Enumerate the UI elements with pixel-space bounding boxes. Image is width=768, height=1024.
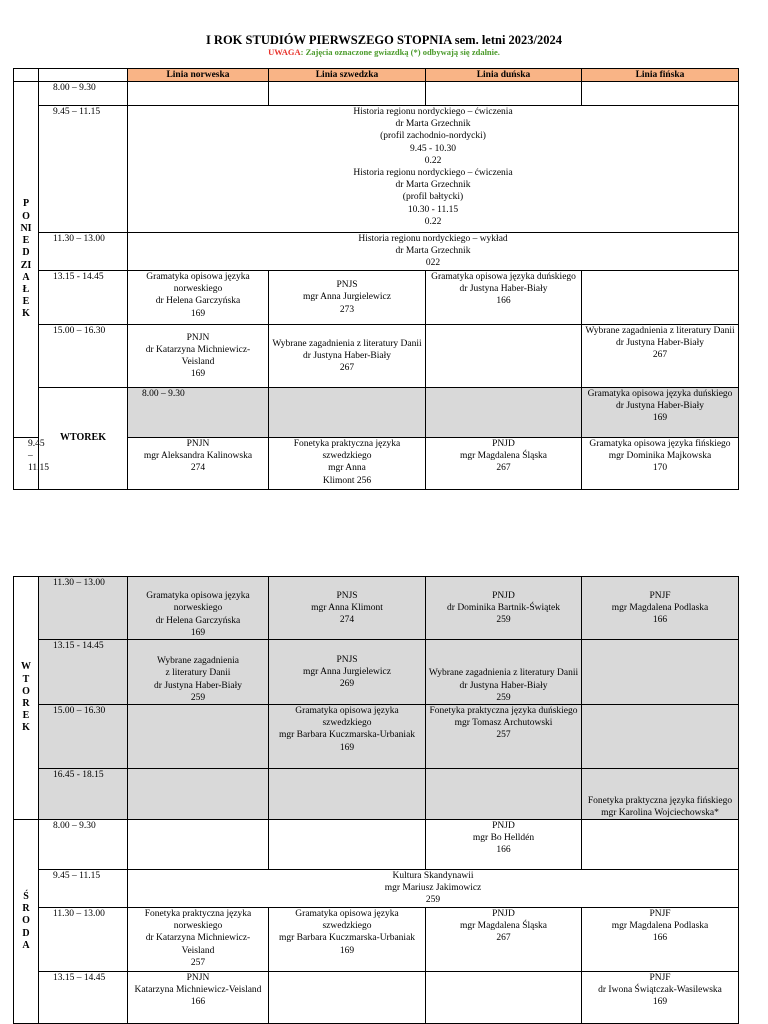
cell-text-line: 166 xyxy=(496,845,511,856)
column-header-finska: Linia fińska xyxy=(582,69,739,82)
cell-text-line: 259 xyxy=(496,615,511,626)
cell-text-line: (profil zachodnio-nordycki) xyxy=(380,131,486,142)
cell-text-line: mgr Aleksandra Kalinowska xyxy=(143,451,253,462)
cell-text-line: Wybrane zagadnienia z literatury Danii xyxy=(272,338,422,349)
schedule-cell xyxy=(269,908,426,972)
schedule-cell xyxy=(269,325,426,388)
schedule-cell xyxy=(128,325,269,388)
schedule-cell xyxy=(269,972,426,1024)
schedule-cell xyxy=(128,972,269,1024)
cell-text-line: PNJF xyxy=(649,909,671,919)
day-text: PONIEDZIAŁEK xyxy=(20,198,32,320)
cell-text-line: mgr Anna Jurgielewicz xyxy=(303,292,391,303)
notice-label: UWAGA xyxy=(268,47,301,57)
page-title: I ROK STUDIÓW PIERWSZEGO STOPNIA sem. letni 2023/2024 xyxy=(205,33,563,47)
cell-text-line: mgr Bo Helldén xyxy=(472,833,535,844)
cell-text-line: dr Justyna Haber-Biały xyxy=(154,680,242,691)
schedule-cell xyxy=(128,438,269,490)
cell-text-line: dr Marta Grzechnik xyxy=(395,246,471,257)
day-label-wednesday xyxy=(14,820,39,1024)
cell-text-line: PNJN xyxy=(186,973,210,983)
cell-text-line: dr Helena Garczyńska xyxy=(155,296,241,307)
cell-text-line: Fonetyka praktyczna języka fińskiego xyxy=(587,795,733,806)
column-header-dunska: Linia duńska xyxy=(426,69,582,82)
time-slot: 15.00 – 16.30 xyxy=(39,325,128,388)
schedule-cell xyxy=(128,769,269,820)
schedule-cell xyxy=(128,271,269,325)
schedule-cell xyxy=(582,705,739,769)
cell-text-line: 0.22 xyxy=(424,155,442,166)
cell-text-line: 169 xyxy=(339,742,355,753)
cell-text-line: 274 xyxy=(190,463,206,474)
cell-text-line: mgr Tomasz Archutowski xyxy=(454,718,553,729)
column-header-szwedzka: Linia szwedzka xyxy=(269,69,426,82)
schedule-cell xyxy=(582,820,739,870)
cell-text-line: 170 xyxy=(652,463,668,474)
schedule-cell xyxy=(582,640,739,705)
day-text: WTOREK xyxy=(60,432,106,444)
cell-text-line: Wybrane zagadnienia z literatury Danii xyxy=(585,326,735,336)
time-slot: 15.00 – 16.30 xyxy=(39,705,128,769)
cell-text-line: mgr Anna Jurgielewicz xyxy=(303,666,391,677)
schedule-cell xyxy=(426,972,582,1024)
cell-text-line: PNJN xyxy=(186,332,210,343)
cell-text-line: Historia regionu nordyckiego – wykład xyxy=(358,234,508,244)
day-label-tuesday xyxy=(39,388,128,490)
time-slot: 8.00 – 9.30 xyxy=(128,388,269,438)
schedule-cell xyxy=(269,82,426,106)
schedule-cell xyxy=(582,972,739,1024)
column-header-norweska: Linia norweska xyxy=(128,69,269,82)
cell-text-line: 269 xyxy=(339,679,355,690)
time-slot: 8.00 – 9.30 xyxy=(39,82,128,106)
time-slot: 11.30 – 13.00 xyxy=(39,908,128,972)
cell-text-line: mgr Dominika Majkowska xyxy=(608,451,712,462)
cell-text-line: 169 xyxy=(339,945,355,956)
cell-text-line: Gramatyka opisowa języka fińskiego xyxy=(589,439,731,449)
cell-text-line: Fonetyka praktyczna języka norweskiego xyxy=(144,909,252,932)
cell-text-line: 267 xyxy=(652,350,668,361)
schedule-cell-culture xyxy=(128,870,739,908)
cell-text-line: 166 xyxy=(652,933,668,944)
time-slot: 9.45 – 11.15 xyxy=(39,870,128,908)
cell-text-line: 259 xyxy=(496,692,511,703)
cell-text-line: Katarzyna Michniewicz-Veisland xyxy=(134,985,262,996)
cell-text-line: 169 xyxy=(190,627,206,638)
day-label-monday xyxy=(14,82,39,438)
cell-text-line: mgr Karolina Wojciechowska* xyxy=(601,807,719,818)
cell-text-line: 022 xyxy=(425,258,441,269)
schedule-cell xyxy=(269,640,426,705)
cell-text-line: dr Katarzyna Michniewicz-Veisland xyxy=(145,344,251,367)
cell-text-line: mgr Mariusz Jakimowicz xyxy=(384,883,482,894)
cell-text-line: PNJF xyxy=(649,973,671,983)
schedule-cell xyxy=(128,705,269,769)
schedule-cell xyxy=(426,82,582,106)
cell-text-line: 0.22 xyxy=(424,216,442,227)
schedule-cell xyxy=(426,577,582,640)
schedule-table-part2 xyxy=(13,576,739,1024)
cell-text-line: dr Justyna Haber-Biały xyxy=(303,350,391,361)
schedule-cell xyxy=(582,325,739,388)
cell-text-line: mgr Barbara Kuczmarska-Urbaniak xyxy=(278,933,416,944)
cell-text-line: PNJS xyxy=(336,590,358,601)
cell-text-line: PNJD xyxy=(492,590,515,601)
schedule-cell xyxy=(426,820,582,870)
cell-text-line: dr Justyna Haber-Biały xyxy=(459,680,548,691)
schedule-cell xyxy=(582,82,739,106)
cell-text-line: Gramatyka opisowa języka szwedzkiego xyxy=(295,706,399,729)
cell-text-line: dr Dominika Bartnik-Świątek xyxy=(447,602,560,613)
schedule-cell xyxy=(128,640,269,705)
schedule-cell-history-lecture xyxy=(128,233,739,271)
cell-text-line: 166 xyxy=(190,997,206,1008)
cell-text-line: 10.30 - 11.15 xyxy=(407,204,459,215)
day-label-tuesday xyxy=(14,577,39,820)
cell-text-line: (profil bałtycki) xyxy=(402,192,464,203)
cell-text-line: PNJF xyxy=(649,590,671,601)
header-blank-day xyxy=(14,69,39,82)
cell-text-line: 169 xyxy=(190,308,206,319)
cell-text-line: mgr Magdalena Podlaska xyxy=(611,602,709,613)
time-slot: 13.15 - 14.45 xyxy=(39,640,128,705)
time-slot: 16.45 - 18.15 xyxy=(39,769,128,820)
schedule-cell xyxy=(582,271,739,325)
cell-text-line: 267 xyxy=(496,933,511,944)
cell-text-line: mgr Anna Klimont xyxy=(311,602,383,613)
schedule-cell xyxy=(426,438,582,490)
cell-text-line: Gramatyka opisowa języka duńskiego xyxy=(587,389,733,399)
cell-text-line: dr Marta Grzechnik xyxy=(395,180,471,191)
cell-text-line: 169 xyxy=(652,413,668,424)
cell-text-line: mgr Magdalena Śląska xyxy=(459,451,548,462)
day-text: WTOREK xyxy=(21,661,31,734)
schedule-cell xyxy=(269,769,426,820)
header-blank-time xyxy=(39,69,128,82)
notice-text: : Zajęcia oznaczone gwiazdką (*) odbywają się zdalnie. xyxy=(300,47,500,57)
cell-text-line: PNJD xyxy=(492,821,515,831)
cell-text-line: 169 xyxy=(190,369,206,380)
cell-text-line: 259 xyxy=(425,895,441,906)
schedule-cell xyxy=(426,325,582,388)
schedule-cell xyxy=(582,577,739,640)
schedule-cell xyxy=(426,908,582,972)
cell-text-line: PNJS xyxy=(336,654,358,665)
cell-text-line: dr Iwona Świątczak-Wasilewska xyxy=(598,985,722,996)
schedule-cell xyxy=(128,908,269,972)
cell-text-line: Klimont 256 xyxy=(322,475,372,486)
time-slot: 8.00 – 9.30 xyxy=(39,820,128,870)
cell-text-line: Fonetyka praktyczna języka duńskiego xyxy=(429,706,578,716)
cell-text-line: dr Justyna Haber-Biały xyxy=(616,338,704,349)
cell-text-line: mgr Anna xyxy=(328,463,366,474)
cell-text-line: PNJN xyxy=(186,439,210,449)
cell-text-line: Historia regionu nordyckiego – ćwiczenia xyxy=(353,168,513,179)
schedule-cell xyxy=(582,438,739,490)
cell-text-line: 257 xyxy=(190,957,206,968)
cell-text-line: 257 xyxy=(496,730,511,741)
cell-text-line: Wybrane zagadnienia xyxy=(157,656,239,667)
cell-text-line: PNJD xyxy=(492,439,515,449)
schedule-cell xyxy=(426,388,582,438)
schedule-cell xyxy=(128,82,269,106)
cell-text-line: 267 xyxy=(339,363,355,374)
time-slot: 11.30 – 13.00 xyxy=(39,577,128,640)
schedule-cell xyxy=(269,438,426,490)
cell-text-line: mgr Magdalena Śląska xyxy=(459,921,548,932)
cell-text-line: Gramatyka opisowa języka duńskiego xyxy=(431,272,576,282)
cell-text-line: Fonetyka praktyczna języka szwedzkiego xyxy=(293,439,401,462)
cell-text-line: Wybrane zagadnienia z literatury Danii xyxy=(428,668,579,679)
schedule-cell xyxy=(426,769,582,820)
remote-notice xyxy=(0,47,768,57)
cell-text-line: 166 xyxy=(652,615,668,626)
schedule-cell xyxy=(426,705,582,769)
schedule-cell xyxy=(426,271,582,325)
cell-text-line: dr Helena Garczyńska xyxy=(155,615,241,626)
cell-text-line: PNJS xyxy=(336,280,358,291)
schedule-cell xyxy=(128,577,269,640)
cell-text-line: z literatury Danii xyxy=(165,668,231,679)
cell-text-line: 273 xyxy=(339,304,355,315)
cell-text-line: PNJD xyxy=(492,909,515,919)
cell-text-line: 9.45 - 10.30 xyxy=(410,143,456,154)
schedule-table-part1 xyxy=(13,68,739,490)
day-text: ŚRODA xyxy=(22,890,30,951)
schedule-cell xyxy=(269,271,426,325)
schedule-cell xyxy=(128,820,269,870)
schedule-cell xyxy=(582,769,739,820)
cell-text-line: dr Marta Grzechnik xyxy=(395,119,471,130)
cell-text-line: 166 xyxy=(496,296,511,307)
time-slot: 13.15 - 14.45 xyxy=(39,271,128,325)
cell-text-line: 169 xyxy=(652,997,668,1008)
schedule-cell xyxy=(269,388,426,438)
schedule-cell xyxy=(269,705,426,769)
cell-text-line: dr Justyna Haber-Biały xyxy=(616,401,704,412)
time-slot: 13.15 – 14.45 xyxy=(39,972,128,1024)
cell-text-line: Gramatyka opisowa języka norweskiego xyxy=(146,272,250,295)
schedule-cell xyxy=(269,820,426,870)
cell-text-line: mgr Barbara Kuczmarska-Urbaniak xyxy=(278,730,416,741)
cell-text-line: Gramatyka opisowa języka norweskiego xyxy=(146,591,250,614)
cell-text-line: dr Katarzyna Michniewicz-Veisland xyxy=(145,933,251,956)
schedule-cell xyxy=(582,908,739,972)
schedule-cell xyxy=(582,388,739,438)
time-slot: 11.30 – 13.00 xyxy=(39,233,128,271)
schedule-cell xyxy=(426,640,582,705)
time-slot: 9.45 – 11.15 xyxy=(14,438,39,490)
time-slot: 9.45 – 11.15 xyxy=(39,106,128,233)
schedule-cell xyxy=(269,577,426,640)
cell-text-line: 259 xyxy=(190,692,206,703)
cell-text-line: Historia regionu nordyckiego – ćwiczenia xyxy=(353,107,513,117)
cell-text-line: 274 xyxy=(339,615,355,626)
cell-text-line: mgr Magdalena Podlaska xyxy=(611,921,709,932)
schedule-cell-history-exercises xyxy=(128,106,739,233)
cell-text-line: 267 xyxy=(496,463,511,474)
cell-text-line: Kultura Skandynawii xyxy=(392,871,474,881)
cell-text-line: dr Justyna Haber-Biały xyxy=(459,284,548,295)
cell-text-line: Gramatyka opisowa języka szwedzkiego xyxy=(295,909,399,932)
